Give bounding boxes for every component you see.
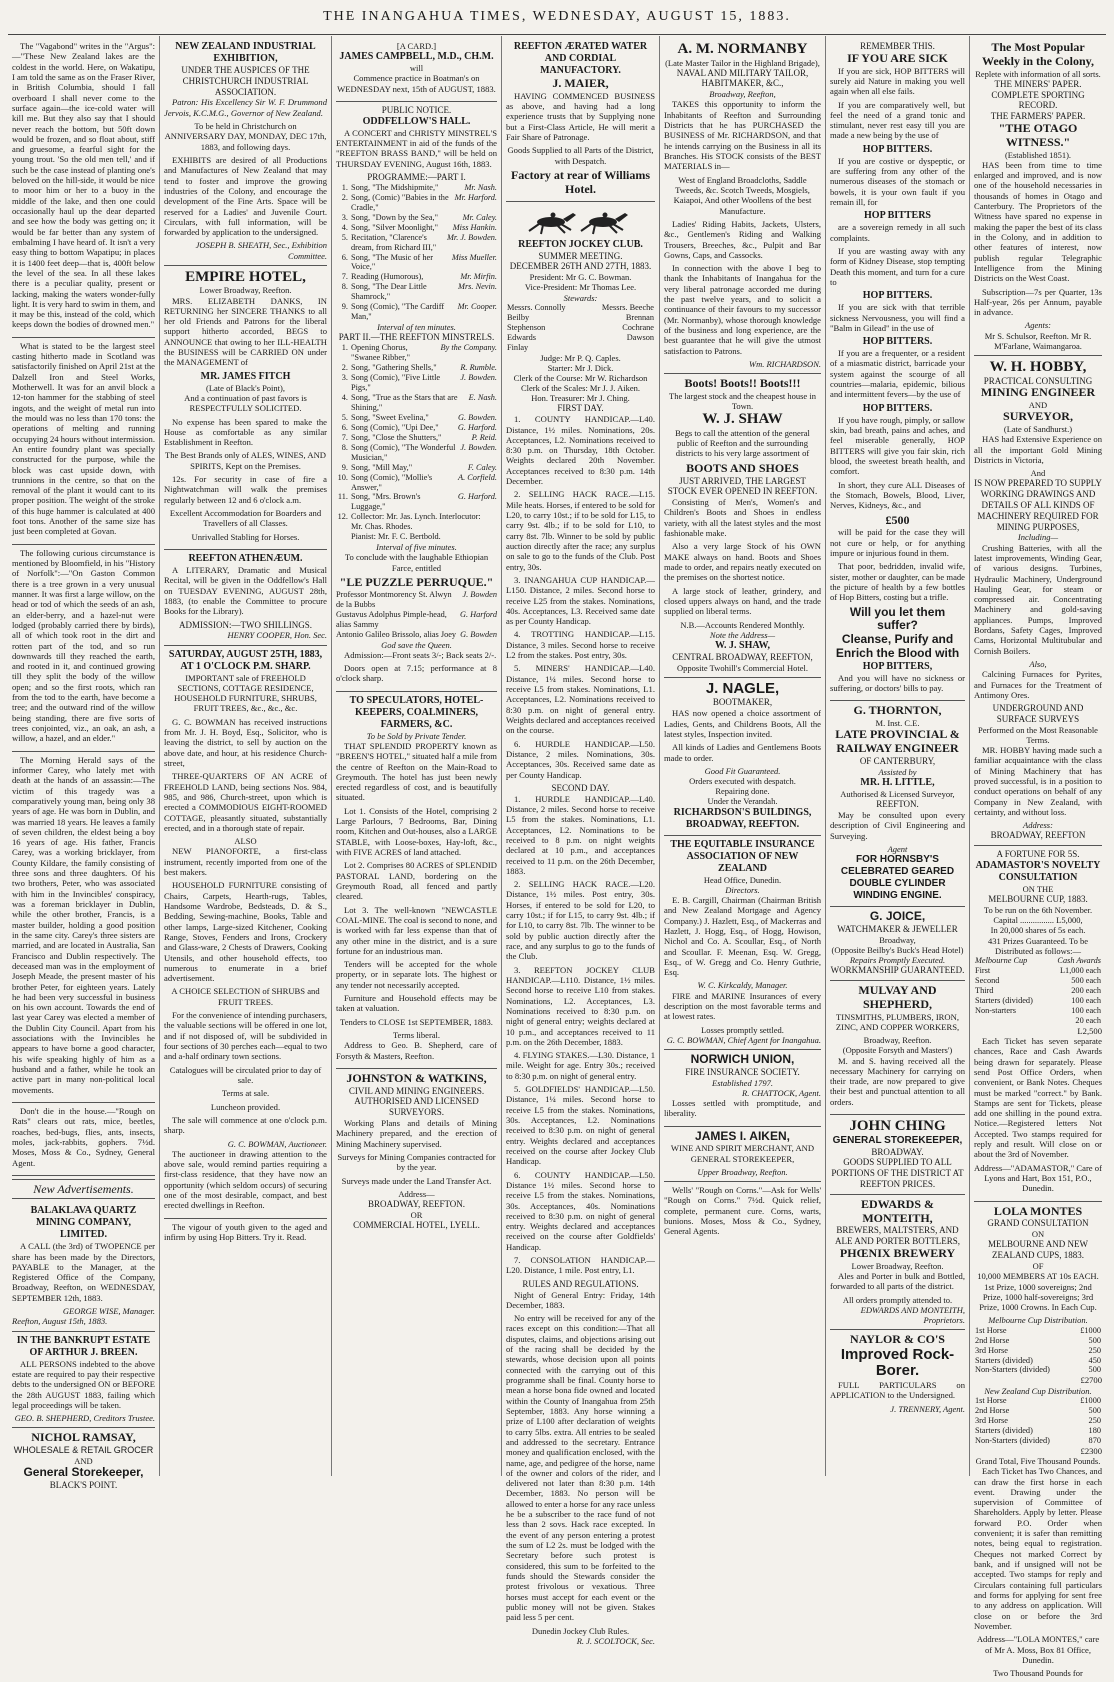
- programme-item-number: 4.: [341, 392, 348, 402]
- table-cell: 180: [1088, 1425, 1101, 1435]
- table-cell: [585, 343, 655, 353]
- table-cell: Edwards: [507, 332, 537, 342]
- cast-performer: G. Bowden: [460, 629, 497, 639]
- table-row: [506, 333, 655, 343]
- ad-adamastor: A FORTUNE FOR 5S. ADAMASTOR'S NOVELTY CONSULTATION ON THE MELBOURNE CUP, 1883. To be run on the 6th November. Capital ................ L5,000, In 20,000 shares of 5s each. 431 Prizes Guaranteed. To be Distributed as follows:— Melbourne Cup Cash Awards First L1,000 each Second 500 each Third 200 each Starters (divided) 100 each Non-starters 100 each 20 each L2,500 Each Ticket has seven separate chances, Race and Cash Awards being drawn for separately. Please send Post Office Orders, when convenient, or Bank Notes. Cheques must be marked "correct." by Bank. Stamps are sent for Tickets, please add one shilling in the pound extra. Notice.—Registered letters Not Accepted. Two stamps required for reply and result. Will close on or about the 3rd of November. Address—"ADAMASTOR," Care of Lyons and Hart, Box 151, P.O., Dunedin.: [974, 846, 1102, 1201]
- table-cell: Non-Starters (divided): [975, 1435, 1050, 1445]
- table-cell: Messrs. Beeche: [601, 302, 654, 312]
- table-row: [506, 323, 655, 333]
- programme-item-number: 8.: [341, 282, 348, 292]
- programme-item-number: 2.: [341, 192, 348, 202]
- table-cell: 500: [1088, 1405, 1101, 1415]
- cast-performer: G. Harford: [459, 609, 497, 619]
- programme-item-performer: Mr. Mirfin.: [460, 272, 497, 282]
- table-cell: Cochrane: [622, 322, 654, 332]
- programme-item-number: 7.: [341, 272, 348, 282]
- programme-item-number: 6.: [341, 422, 348, 432]
- programme-item: [336, 183, 497, 193]
- programme-part-2: [336, 343, 497, 542]
- programme-item-number: 3.: [341, 373, 348, 383]
- table-cell: 500 each: [1071, 975, 1101, 985]
- programme-item-performer: By the Company.: [440, 343, 497, 353]
- table-cell: 100 each: [1071, 995, 1101, 1005]
- programme-item: [336, 433, 497, 443]
- programme-item-performer: F. Caley.: [467, 462, 497, 472]
- ad-empire-hotel: EMPIRE HOTEL, Lower Broadway, Reefton. MRS. ELIZABETH DANKS, IN RETURNING her SINCERE THANKS to all her old Friends and Patrons for the liberal support hitherto accorded, BEGS to ANNOUNCE that owing to her ILL-HEALTH the BUSINESS will be CARRIED ON under the MANAGEMENT of MR. JAMES FITCH (Late of Black's Point), And a continuation of past favors is RESPECTFULLY SOLICITED. No expense has been spared to make the House as comfortable as any similar Establishment in Reefton. The Best Brands only of ALES, WINES, AND SPIRITS, Kept on the Premises. 12s. For security in case of fire a Nightwatchman will walk the premises regularly between 12 and 6 o'clock a.m. Excellent Accommodation for Boarders and Travellers of all Classes. Unrivalled Stabling for Horses.: [164, 266, 327, 550]
- column-5: [660, 36, 826, 1476]
- table-cell: 250: [1088, 1345, 1101, 1355]
- programme-item-song: Song, "Gathering Shells,": [351, 363, 437, 373]
- table-row: [506, 303, 655, 313]
- programme-item: [336, 492, 497, 512]
- article-vagabond: The "Vagabond" writes in the "Argus":—"These New Zealand lakes are the coldest in the world. Here, on Wakatipu, I am told the same as on the Fraser River, in British Columbia, should I fall overboard I shall never come to the surface again—the ice-cold water will kill me. But they also say that I should never reach the bottom, but 50ft down would be frozen, and so float about, stiff and gruesome, a fearful sight for the young trout. 'So the old men tell,' and if such be the case instead of planting one's beloved on the hill-side, it would be nice to moor him or her to a buoy in the middle of the lake, and then one could occasionally haul up the dear departed and see how the body was getting on; it would be far better than any system of embalming I have heard of. It isn't a very easy thing to bottom Wapatipu; in places it is 1400 feet deep—that is, 400ft below the level of the sea. In all these lakes there is a peculiar quality, present or lacking, making the waters wonder-fully light. It is very hard to swim in them, and it may be this, instead of the cold, which keeps down the bodies of drowned men.": [12, 38, 155, 338]
- programme-item-number: 1.: [341, 182, 348, 192]
- cast-item: [336, 630, 497, 640]
- table-row: [974, 1006, 1102, 1016]
- table-cell: 500: [1088, 1335, 1101, 1345]
- ad-hobby-engineer: W. H. HOBBY, PRACTICAL CONSULTING MINING ENGINEER AND SURVEYOR, (Late of Sandhurst.) HAS had Extensive Experience on all the important Gold Mining Districts in Victoria, And IS NOW PREPARED TO SUPPLY WORKING DRAWINGS AND DETAILS OF ALL KINDS OF MACHINERY REQUIRED FOR MINING PURPOSES, Including— Crushing Batteries, with all the latest improvements, Winding Gear, of various designs. Turbines, Hydraulic Machinery, Underground Hauling Gear, for steam or compressed air. Concentrating Machinery and gold-saving appliances. Pumps, Improved Bordans, Safety Cages, Improved Cams, Horizontal Multitubular and Cornish Boilers. Also, Calcining Furnaces for Pyrites, and Furnaces for the Treatment of Antimony Ores. UNDERGROUND AND SURFACE SURVEYS Performed on the Most Reasonable Terms. MR. HOBBY having made such a familiar acquaintance with the class of Mining Machinery that has proved successful, is in a position to conduct operations on behalf of any Company in New Zealand, with certainty, and without loss. Address: BROADWAY, REEFTON: [974, 356, 1102, 846]
- programme-item-number: 4.: [341, 222, 348, 232]
- race-entry: 3. INANGAHUA CUP HANDICAP.—L150. Distance, 2 miles. Second horse to receive L25 from the stakes. Nominations, 40s. Acceptances, L3. Received same date as per County Handicap.: [506, 574, 655, 627]
- table-cell: Beilby: [507, 312, 530, 322]
- ad-john-ching: JOHN CHING GENERAL STOREKEEPER, BROADWAY. GOODS SUPPLIED TO ALL PORTIONS OF THE DISTRICT AT REEFTON PRICES.: [830, 1115, 965, 1195]
- programme-item: [336, 253, 497, 273]
- programme-item: [336, 233, 497, 253]
- ad-equitable-insurance: THE EQUITABLE INSURANCE ASSOCIATION OF NEW ZEALAND Head Office, Dunedin. Directors. E. B. Cargill, Chairman (Chairman British and New Zealand Mortgage and Agency Company.) J. Hazlett, Esq., of Mackerras and Hazlett, J. Hogg, Esq., of Hogg, Howison, Nichol and Co. A. Scoullar, Esq., of North and Scoullar. F. Meenan, Esq. W. Gregg, Esq., of W. Gregg and Co. Henry Guthrie, Esq. W. C. Kirkcaldy, Manager. FIRE and MARINE Insurances of every description on the most favorable terms and at lowest rates. Losses promptly settled. G. C. BOWMAN, Chief Agent for Inangahua.: [664, 836, 821, 1050]
- programme-item: [336, 363, 497, 373]
- programme-item-song: Song (Comic), "Mollie's Answer,": [351, 472, 433, 492]
- column-4: [502, 36, 660, 1646]
- programme-item-song: Song (Comic), "Five Little Pigs,": [351, 373, 441, 392]
- table-row: [974, 1396, 1102, 1406]
- ad-normanby: A. M. NORMANBY (Late Master Tailor in the Highland Brigade), NAVAL AND MILITARY TAILOR, HABITMAKER, &C., Broadway, Reefton, TAKES this opportunity to inform the Inhabitants of Reefton and Surrounding Districts that he has PURCHASED the BUSINESS of Mr. RICHARDSON, and that he intends carrying on the Business in all its Branches. His STOCK consists of the BEST MATERIALS in— West of England Broadcloths, Saddle Tweeds, &c. Scotch Tweeds, Mosgiels, Kaiapoi, And other Woollens of the best Manufacture. Ladies' Riding Habits, Jackets, Ulsters, &c., Gentlemen's Riding and Walking Trousers, Breeches, &c., Pulpit and Bar Gowns, Caps, and Cassocks. In connection with the above I beg to thank the Inhabitants of Inangahua for the very liberal patronage accorded me during the past twelve years, and to solicit a continuance of their favours to my successor (Mr. Normanby), whose thorough knowledge of the business and long experience, are the best guarantee that he will give the utmost satisfaction to Patrons. Wm. RICHARDSON.: [664, 38, 821, 374]
- programme-item: [336, 282, 497, 302]
- ad-joice-watchmaker: G. JOICE, WATCHMAKER & JEWELLER Broadway, (Opposite Beilby's Buck's Head Hotel) Repairs Promptly Executed. WORKMANSHIP GUARANTEED.: [830, 907, 965, 981]
- table-cell: 870: [1088, 1435, 1101, 1445]
- programme-item-performer: J. Bowden.: [460, 442, 497, 452]
- table-row: [506, 343, 655, 353]
- table-row: [974, 1336, 1102, 1346]
- table-cell: Third: [975, 985, 994, 995]
- programme-item-song: Song, "True as the Stars that are Shining,": [351, 392, 458, 412]
- table-cell: 20 each: [1075, 1015, 1101, 1025]
- programme-item-song: Song (Comic), "Upi Dee,": [351, 422, 439, 432]
- programme-item-song: Song (Comic), "The Cardiff Man,": [351, 302, 445, 322]
- table-row: [974, 1326, 1102, 1336]
- cast-performer: J. Bowden: [462, 589, 497, 599]
- programme-item-number: 11.: [337, 492, 348, 502]
- programme-item: [336, 213, 497, 223]
- programme-item-song: Song, (Comic) "Babies in the Cradle,": [351, 192, 449, 212]
- programme-item-performer: Mrs. Nevin.: [458, 282, 497, 292]
- table-cell: Brennan: [625, 312, 654, 322]
- programme-item-performer: R. Rumble.: [460, 363, 497, 373]
- programme-item-performer: Mr. Nash.: [464, 182, 497, 192]
- races-first-day: [506, 414, 655, 780]
- race-entry: 1. COUNTY HANDICAP.—L40. Distance, 1½ miles. Nominations, 20s. Acceptances, L2. Nominations received to 8:30 p.m. on Thursday, 18th October. Weights declared 20th November. Acceptances received to 8:30 p.m. 14th December.: [506, 414, 655, 487]
- article-carey: The Morning Herald says of the informer Carey, who lately met with death at the hands of an assassin:—The victim of this tragedy was a comparatively young man, being only 38 years of age. He was born in Dublin, and was married 18 years. He leaves a family of seven children, the eldest being a boy 16 years of age. His father, Francis Carey, was a working bricklayer, from County Kildare, the family consisting of three sons and three daughters. Of his two brothers, Peter, who was associated with him in the Invincibles' conspiracy, was a foreman bricklayer in Dublin, while the other brother, Francis, is a master builder, holding a good position in the same city. Carey's three sisters are married, and are located in Australia, San Francisco and Dublin respectively. The deceased man was in the employment of Joseph Meade, the present master of his brother Peter, for eighteen years. Lately he had been very successful in business on his own account. Towards the end of last year Carey was elected a member of the Dublin City Council. Apart from his associations with the Invincibles he appears to have borne a good character, his wife speaking highly of him as a husband and a father, while he took an active part in many non-political local movements.: [12, 752, 155, 1103]
- programme-item: [336, 413, 497, 423]
- ad-johnston-watkins: JOHNSTON & WATKINS, CIVIL AND MINING ENGINEERS. AUTHORISED AND LICENSED SURVEYORS. Working Plans and details of Mining Machinery prepared, and the erection of Mining Machinery supervised. Surveys for Mining Companies contracted for by the year. Surveys made under the Land Transfer Act. Address— BROADWAY, REEFTON. OR COMMERCIAL HOTEL, LYELL.: [336, 1070, 497, 1231]
- programme-item-number: 6.: [341, 252, 348, 262]
- race-entry: 7. CONSOLATION HANDICAP.—L20. Distance, 1 mile. Post entry, L1.: [506, 1255, 655, 1276]
- table-cell: 250: [1088, 1415, 1101, 1425]
- table-cell: L1,000 each: [1059, 965, 1101, 975]
- table-row: [974, 1016, 1102, 1026]
- table-cell: Messrs. Connolly: [507, 302, 566, 312]
- table-cell: 3rd Horse: [975, 1345, 1008, 1355]
- table-cell: 100 each: [1071, 1005, 1101, 1015]
- ad-norwich-union: NORWICH UNION, FIRE INSURANCE SOCIETY. Established 1797. R. CHATTOCK, Agent. Losses settled with promptitude, and liberality.: [664, 1050, 821, 1127]
- table-row: [974, 1426, 1102, 1436]
- programme-item-song: Song, "Silver Moonlight,": [351, 222, 438, 232]
- race-entry: 2. SELLING HACK RACE.—L20. Distance, 1½ miles. Post entry, 30s. Horses, if entered to be sold for L20, to carry 10st.; if for L15, to carry 9st. 4lb.; if for L10, to carry 8st. 7lb. The winner to be sold by public auction directly after the race, and any surplus to go to the funds of the Club.: [506, 879, 655, 962]
- programme-item: [336, 193, 497, 213]
- programme-item-song: Song, "Close the Shutters,": [351, 432, 442, 442]
- races-second-day: [506, 794, 655, 1276]
- ad-mulvay-shepherd: MULVAY AND SHEPHERD, TINSMITHS, PLUMBERS, IRON, ZINC, AND COPPER WORKERS, Broadway, Reefton. (Opposite Forsyth and Masters') M. and S. having received all the necessary Machinery for carrying on their trade, are now prepared to give their best and punctual attention to all orders.: [830, 981, 965, 1115]
- adamastor-prize-table: [974, 956, 1102, 1026]
- ad-hop-bitters-vigour: The vigour of youth given to the aged and infirm by using Hop Bitters. Try it. Read.: [164, 1221, 327, 1242]
- table-cell: Non-starters: [975, 1005, 1017, 1015]
- race-entry: 1. HURDLE HANDICAP.—L40. Distance, 2 miles. Second horse to receive L5 from the stakes. Nominations, L1. Acceptances, L2. Nominations to be received to 8 p.m. on night weights declared at 10 p.m., and acceptances received to 11 p.m. on the 26th December, 1883.: [506, 793, 655, 876]
- column-7: [970, 36, 1106, 1679]
- table-cell: Non-Starters (divided): [975, 1365, 1050, 1375]
- race-entry: 4. TROTTING HANDICAP.—L15. Distance, 3 miles. Second horse to receive L2 from the stakes. Post entry, 30s.: [506, 629, 655, 661]
- programme-item-song: Song, "The Midshipmite,": [351, 182, 439, 192]
- table-row: [974, 1406, 1102, 1416]
- cast-item: [336, 610, 497, 630]
- ad-rough-on-corns: Wells' "Rough on Corns."—Ask for Wells' "Rough on Corns." 7½d. Quick relief, complete, permanent cure. Corns, warts, bunions. Moses, Moss & Co., Sydney, General Agents.: [664, 1185, 821, 1237]
- column-2: [160, 36, 332, 1476]
- programme-item-song: Song, "The Dear Little Shamrock,": [351, 282, 427, 302]
- table-row: [974, 1365, 1102, 1375]
- table-row: [974, 1416, 1102, 1426]
- table-cell: 1st Horse: [975, 1395, 1007, 1405]
- programme-item-number: 5.: [341, 412, 348, 422]
- programme-item-performer: Mr. Harford.: [454, 192, 497, 202]
- table-cell: 1st Horse: [975, 1325, 1007, 1335]
- table-cell: 500: [1088, 1365, 1101, 1375]
- ad-nz-exhibition: NEW ZEALAND INDUSTRIAL EXHIBITION, UNDER THE AUSPICES OF THE CHRISTCHURCH INDUSTRIAL ASSOCIATION. Patron: His Excellency Sir W. F. Drummond Jervois, K.C.M.G., Governor of New Zealand. To be held in Christchurch on ANNIVERSARY DAY, MONDAY, DEC 17th, 1883, and following days. EXHIBITS are desired of all Productions and Manufactures of New Zealand that may tend to foster and improve the growing industries of the Colony, and encourage the development of the Fine Arts. Space will be reserved for a Ladies' and Juvenile Court. Circulars, with full information, will be forwarded by application to the undersigned. JOSEPH B. SHEATH, Sec., Exhibition Committee.: [164, 38, 327, 266]
- table-row: [974, 1356, 1102, 1366]
- article-willow-tree: The following curious circumstance is mentioned by Bloomfield, in his "History of Norfolk":—"On Gaston Common there is a tree grown in a very unusual manner. It was first a large willow, on the head or tod of which the seeds of an ash, an elder-berry, and a hazel-nut were lodged (probably carried there by birds), all of which took root in the dirt and rotten part of the tod, and so run downwards till they reached the earth, and rooted in it, and continued growing till they split the body of the willow open; and so the first roots, which ran from the tod to the earth, have become a tree; and the outward rind of the willow being standing, there are five sorts of trees conjointed, viz., an oak, an ash, a willow, a hazel, and an elder.": [12, 545, 155, 752]
- table-header: Melbourne Cup: [975, 955, 1028, 965]
- ad-jockey-club: REEFTON JOCKEY CLUB. SUMMER MEETING. DECEMBER 26TH AND 27TH, 1883. President: Mr G. C. Bowman. Vice-President: Mr Thomas Lee. Stewards: Messrs. Connolly Messrs. Beeche Beilby Brennan Stephenson Cochrane Edwards Dawson Finlay Judge: Mr P. Q. Caples. Starter: Mr J. Dick. Clerk of the Course: Mr W. Richardson Clerk of the Scales: Mr J. J. Aiken. Hon. Treasurer: Mr J. Ching. FIRST DAY. 1. COUNTY HANDICAP.—L40. Distance, 1½ miles. Nominations, 20s. Acceptances, L2. Nominations received to 8:30 p.m. on Thursday, 18th October. Weights declared 20th November. Acceptances received to 8:30 p.m. 14th December. 2. SELLING HACK RACE.—L15. Mile heats. Horses, if entered to be sold for L20, to carry 10st.; if to be sold for L15, to carry 9st. 4lb.; if to be sold for L10, to carry 8st. 7lb. Winner to be sold by public auction directly after the race; any surplus on sale to go to the funds of the Club. Post entry, 30s. 3. INANGAHUA CUP HANDICAP.—L150. Distance, 2 miles. Second horse to receive L25 from the stakes. Nominations, 40s. Acceptances, L3. Received same date as per County Handicap. 4. TROTTING HANDICAP.—L15. Distance, 3 miles. Second horse to receive L2 from the stakes. Post entry, 30s. 5. MINERS' HANDICAP.—L40. Distance, 1¼ miles. Second horse to receive L5 from stakes. Nominations, L1. Acceptances, L2. Nominations received to 8:30 p.m. on night of general entry. Weights declared and acceptances received on the course. 6. HURDLE HANDICAP.—L50. Distance, 2 miles. Nominations, 30s. Acceptances, 30s. Received same date as per County Handicap. SECOND DAY. 1. HURDLE HANDICAP.—L40. Distance, 2 miles. Second horse to receive L5 from the stakes. Nominations, L1. Acceptances, L2. Nominations to be received to 8 p.m. on night weights declared at 10 p.m., and acceptances received to 11 p.m. on the 26th December, 1883. 2. SELLING HACK RACE.—L20. Distance, 1½ miles. Post entry, 30s. Horses, if entered to be sold for L20, to carry 10st.; if for L15, to carry 9st. 4lb.; if for L10, to carry 8st. 7lb. The winner to be sold by public auction directly after the race, and any surplus to go to the funds of the Club. 3. REEFTON JOCKEY CLUB HANDICAP.—L110. Distance, 1½ miles. Second horse to receive L10 from stakes. Nominations, L2. Acceptances, L3. Nominations received to 8:30 p.m. on night of general entry; weights declared at 10 p.m., and acceptances received to 11 p.m. on the 26th December, 1883. 4. FLYING STAKES.—L30. Distance, 1 mile. Weight for age. Entry 30s.; received to 8:30 p.m. on night of general entry. 5. GOLDFIELDS' HANDICAP.—L50. Distance, 1¼ miles. Second horse to receive L5 from the stakes. Nominations, 30s. Acceptances, L2. Nominations received to 8:30 p.m. on night of general entry. Weights declared and acceptances received on the course after Jockey Club Handicap. 6. COUNTY HANDICAP.—L50. Distance 1½ miles. Second horse to receive L5 from the stakes. Nominations, 30s. Acceptances, 40s. Nominations received to 8:30 p.m. on night of general entry. Weights declared and acceptances received on the course after Goldfields' Handicap. 7. CONSOLATION HANDICAP.—L20. Distance, 1 mile. Post entry, L1. RULES AND REGULATIONS. Night of General Entry: Friday, 14th December, 1883. No entry will be received for any of the races except on this condition:—That all disputes, claims, and objections arising out of the racing shall be decided by the stewards, whose decision upon all points connected with the carrying out of this programme shall be final. County horse to mean a horse bona fide owned and located within the County of Inangahua from 25th September, 1883. Any horse winning a prize of L100 after declaration of weights to carry 5lbs. extra. All entries to be sealed and addressed to the secretary. Entrance money and qualification enclosed, with the name, age, and pedigree of the horse, name of the owner and colors of the rider, and delivered not later than 8:30 p.m. 14th December, 1883. No person will be allowed to enter a horse for any race unless he be a subscriber to the race fund of not less than 2 sovs. Hack race excepted. In the event of any person entering a protest the sum of L2 2s. must be lodged with the Secretary before such protest is considered, this sum to be forfeited to the funds should the Stewards consider the protest frivolous or vexatious. Three horses must accept for each event or the public money will not be given. Stakes paid less 5 per cent. Dunedin Jockey Club Rules. R. J. SCOLTOCK, Sec.: [506, 202, 655, 1650]
- programme-part-1: [336, 183, 497, 322]
- programme-item: [336, 532, 497, 542]
- table-cell: First: [975, 965, 991, 975]
- ad-edwards-monteith: EDWARDS & MONTEITH, BREWERS, MALTSTERS, AND ALE AND PORTER BOTTLERS, PHŒNIX BREWERY Lower Broadway, Reefton. Ales and Porter in bulk and Bottled, forwarded to all parts of the district. All orders promptly attended to. EDWARDS AND MONTEITH, Proprietors.: [830, 1195, 965, 1330]
- table-cell: 3rd Horse: [975, 1415, 1008, 1425]
- programme-item-number: 2.: [341, 363, 348, 373]
- programme-item-performer: P. Reid.: [471, 432, 497, 442]
- ad-shaw-boots: Boots! Boots!! Boots!!! The largest stock and the cheapest house in Town. W. J. SHAW Begs to call the attention of the general public of Reefton and the surrounding districts to his very large assortment of BOOTS AND SHOES JUST ARRIVED, THE LARGEST STOCK EVER OPENED IN REEFTON. Consisting of Men's, Women's and Children's Boots and Shoes in endless variety, with all the latest styles and the most fashionable make. Also a very large Stock of his OWN MAKE always on hand. Boots and Shoes made to order, and repairs neatly executed on the premises on the shortest notice. A large stock of leather, grindery, and closed uppers always on hand, and the trade supplied on liberal terms. N.B.—Accounts Rendered Monthly. Note the Address— W. J. SHAW, CENTRAL BROADWAY, REEFTON, Opposite Twohill's Commercial Hotel.: [664, 374, 821, 678]
- new-advertisements-heading: New Advertisements.: [12, 1179, 155, 1199]
- farce-cast: [336, 590, 497, 640]
- cast-role: Professor Montmorency St. Alwyn de la Bubbs: [336, 589, 452, 609]
- table-row: [974, 996, 1102, 1006]
- table-cell: £1000: [1080, 1325, 1101, 1335]
- table-cell: 450: [1088, 1355, 1101, 1365]
- programme-item-performer: G. Harford.: [457, 422, 497, 432]
- ad-otago-witness: The Most Popular Weekly in the Colony, Replete with information of all sorts. THE MINERS' PAPER. COMPLETE SPORTING RECORD. THE FARMERS' PAPER. "THE OTAGO WITNESS." (Established 1851). HAS been from time to time enlarged and improved, and is now one of the household necessaries in thousands of homes in Otago and Canterbury. The Proprietors of the Witness have spared no expense in making the paper the best of its class in the Colony, and in addition to other features of interest, now publish regular Telegraphic Intelligence from the Mining Districts on the West Coast. Subscription—7s per Quarter, 13s Half-year, 26s per Annum, payable in advance. Agents: Mr S. Schulsor, Reefton. Mr R. M'Farlane, Waimangaroa.: [974, 38, 1102, 356]
- programme-item-number: 9.: [341, 302, 348, 312]
- ad-breens-hotel: TO SPECULATORS, HOTEL-KEEPERS, COALMINERS, FARMERS, &C. To be Sold by Private Tender. THAT SPLENDID PROPERTY known as "BREEN'S HOTEL," situated half a mile from the centre of Reefton on the Main-Road to Greymouth. The hotel has just been newly erected regardless of cost, and is beautifully situated. Lot 1. Consists of the Hotel, comprising 2 Large Parlours, 7 Bedrooms, Bar, Dining room, Kitchen and Out-houses, also a LARGE STABLE, with Loose-boxes, Hay-loft, &c., with FIVE ACRES of land attached. Lot 2. Comprises 80 ACRES of SPLENDID PASTORAL LAND, bordering on the Greymouth Road, all fenced and partly cleared. Lot 3. The well-known "NEWCASTLE COAL-MINE. The coal is second to none, and is worked with far less expense than that of any other mine in the district, and is a sure fortune for an industrious man. Tenders will be accepted for the whole property, or in separate lots. The highest or any tender not necessarily accepted. Furniture and Household effects may be taken at valuation. Tenders to CLOSE 1st SEPTEMBER, 1883. Terms liberal. Address to Geo. B. Shepherd, care of Forsyth & Masters, Reefton.: [336, 692, 497, 1069]
- article-steel-casting: What is stated to be the largest steel casting hitherto made in Scotland was satisfactorily finished on April 21st at the Dalzell Iron and Steel Works, Motherwell. It was for an anvil block a 12-ton hammer for the stabbing of steel ingots, and the weight of metal run into the mould was no less than 170 tons: the operations of melting and running occupying 24 hours without intermission. An entire foundry plant was specially constructed for the purpose, while the block was cast upside down, with trunnions in the centre, so that on the removal of the plant it would cant to its proper position. The weight of the stroke of this huge hammer is calculated at 400 foot tons. Another of the same size has just been completed at Govan.: [12, 338, 155, 545]
- programme-item: [336, 443, 497, 463]
- race-entry: 5. MINERS' HANDICAP.—L40. Distance, 1¼ miles. Second horse to receive L5 from stakes. Nominations, L1. Acceptances, L2. Nominations received to 8:30 p.m. on night of general entry. Weights declared and acceptances received on the course.: [506, 663, 655, 736]
- programme-item-number: 10.: [337, 472, 348, 482]
- ad-nichol-ramsay: NICHOL RAMSAY, WHOLESALE & RETAIL GROCER AND General Storekeeper, BLACK'S POINT.: [13, 1430, 154, 1490]
- table-row: [506, 313, 655, 323]
- race-entry: 5. GOLDFIELDS' HANDICAP.—L50. Distance, 1¼ miles. Second horse to receive L5 from the stakes. Nominations, 30s. Acceptances, L2. Nominations received to 8:30 p.m. on night of general entry. Weights declared and acceptances received on the course after Jockey Club Handicap.: [506, 1084, 655, 1167]
- table-row: [974, 966, 1102, 976]
- programme-item-number: 5.: [341, 232, 348, 242]
- cast-item: [336, 590, 497, 610]
- ad-campbell-card: [A CARD.] JAMES CAMPBELL, M.D., CH.M. will Commence practice in Boatman's on WEDNESDAY next, 15th of AUGUST, 1883.: [336, 38, 497, 102]
- ad-rough-on-rats: Don't die in the house.—"Rough on Rats" clears out rats, mice, beetles, roaches, bed-bugs, flies, ants, insects, moles, jack-rabbits, gophers. 7½d. Moses, Moss & Co., Sydney, General Agent.: [12, 1103, 155, 1176]
- column-1: [8, 36, 160, 1490]
- table-cell: 2nd Horse: [975, 1405, 1010, 1415]
- racehorse-icon: [521, 209, 641, 235]
- table-cell: [974, 1016, 1047, 1026]
- ad-bankrupt-estate: IN THE BANKRUPT ESTATE OF ARTHUR J. BREEN. ALL PERSONS indebted to the above estate are required to pay their respective debts to the undersigned ON or BEFORE the 28th AUGUST 1883, failing which legal proceedings will be taken. GEO. B. SHEPHERD, Creditors Trustee.: [12, 1332, 155, 1429]
- programme-item: [336, 512, 497, 532]
- programme-item: [336, 393, 497, 413]
- ad-hop-bitters: REMEMBER THIS. IF YOU ARE SICK If you are sick, HOP BITTERS will surely aid Nature in making you well again when all else fails. If you are comparatively well, but feel the need of a grand tonic and stimulant, never rest easy till you are made a new being by the use of HOP BITTERS. If you are costive or dyspeptic, or are suffering from any other of the numerous diseases of the stomach or bowels, it is your own fault if you remain ill, for HOP BITTERS are a sovereign remedy in all such complaints. If you are wasting away with any form of Kidney Disease, stop tempting Death this moment, and turn for a cure to HOP BITTERS. If you are sick with that terrible sickness Nervousness, you will find a "Balm in Gilead" in the use of HOP BITTERS. If you are a frequenter, or a resident of a miasmatic district, barricade your system against the scourge of all countries—malaria, epidemic, bilious and intermittent fevers—by the use of HOP BITTERS. If you have rough, pimply, or sallow skin, bad breath, pains and aches, and feel miserable generally, HOP BITTERS will give you fair skin, rich blood, the sweetest breath health, and comfort. In short, they cure ALL Diseases of the Stomach, Bowels, Blood, Liver, Nerves, Kidneys, &c., and £500 will be paid for the case they will not cure or help, or for anything impure or injurious found in them. That poor, bedridden, invalid wife, sister, mother or daughter, can be made the picture of health by a few bottles of Hop Bitters, costing but a trifle. Will you let them suffer? Cleanse, Purify and Enrich the Blood with HOP BITTERS, And you will have no sickness or suffering, or doctors' bills to pay.: [830, 38, 965, 701]
- programme-item-song: Song, "Mill May,": [351, 462, 413, 472]
- programme-item-song: Reading (Humorous),: [351, 272, 424, 282]
- column-3: [332, 36, 502, 1476]
- ad-oddfellows-concert: PUBLIC NOTICE. ODDFELLOW'S HALL. A CONCERT and CHRISTY MINSTREL'S ENTERTAINMENT in aid of the funds of the "REEFTON BRASS BAND," will be held on THURSDAY EVENING, August 16th, 1883. PROGRAMME:—PART I. 1. Song, "The Midshipmite," Mr. Nash. 2. Song, (Comic) "Babies in the Cradle," Mr. Harford. 3. Song, "Down by the Sea," Mr. Caley. 4. Song, "Silver Moonlight," Miss Hankin. 5. Recitation, "Clarence's dream, from Richard III," Mr. J. Bowden. 6. Song, "The Music of her Voice," Miss Mueller. 7. Reading (Humorous), Mr. Mirfin. 8. Song, "The Dear Little Shamrock," Mrs. Nevin. 9. Song (Comic), "The Cardiff Man," Mr. Cooper. Interval of ten minutes. PART II.—THE REEFTON MINSTRELS. 1. Opening Chorus, "Swanee Ribber," By the Company. 2. Song, "Gathering Shells," R. Rumble. 3. Song (Comic), "Five Little Pigs," J. Bowden. 4. Song, "True as the Stars that are Shining," E. Nash. 5. Song, "Sweet Evelina," G. Bowden. 6. Song (Comic), "Upi Dee," G. Harford. 7. Song, "Close the Shutters," P. Reid. 8. Song (Comic), "The Wonderful Musician," J. Bowden. 9. Song, "Mill May," F. Caley. 10. Song (Comic), "Mollie's Answer," A. Corfield. 11. Song, "Mrs. Brown's Luggage," G. Harford. 12. Collector: Mr. Jas. Lynch. Interlocutor: Mr. Chas. Rhodes. Pianist: Mr. F. C. Bertbold. Interval of five minutes. To conclude with the laughable Ethiopian Farce, entitled "LE PUZZLE PERRUQUE." Professor Montmorency St. Alwyn de la Bubbs J. Bowden Gustavus Adolphus Pimple-head, alias Sammy G. Harford Antonio Galileo Brissolo, alias Joey G. Bowden God save the Queen. Admission:—Front seats 3/-; Back seats 2/-. Doors open at 7.15; performance at 8 o'clock sharp.: [336, 102, 497, 692]
- programme-item-song: Pianist: Mr. F. C. Bertbold.: [351, 532, 441, 542]
- programme-item-number: 9.: [341, 462, 348, 472]
- cast-role: Antonio Galileo Brissolo, alias Joey: [336, 629, 457, 639]
- table-cell: Stephenson: [507, 322, 546, 332]
- programme-item-song: Song, "Mrs. Brown's Luggage,": [351, 492, 421, 512]
- programme-item-number: 7.: [341, 432, 348, 442]
- programme-item-song: Recitation, "Clarence's dream, from Richard III,": [351, 232, 437, 252]
- programme-item-performer: Miss Mueller.: [451, 252, 497, 262]
- table-cell: 200 each: [1071, 985, 1101, 995]
- programme-item: [336, 373, 497, 393]
- programme-item-performer: G. Harford.: [457, 492, 497, 502]
- programme-item-performer: A. Corfield.: [458, 472, 497, 482]
- racehorse-illustration: [506, 209, 655, 235]
- programme-item-song: Opening Chorus, "Swanee Ribber,": [351, 343, 410, 363]
- programme-item-number: 3.: [341, 212, 348, 222]
- masthead: THE INANGAHUA TIMES, WEDNESDAY, AUGUST 15, 1883.: [8, 0, 1106, 35]
- cast-role: Gustavus Adolphus Pimple-head, alias Sammy: [336, 609, 447, 629]
- nz-cup-distribution: [974, 1396, 1102, 1446]
- ad-aiken: JAMES I. AIKEN, WINE AND SPIRIT MERCHANT, AND GENERAL STOREKEEPER, Upper Broadway, Reefton.: [664, 1127, 821, 1183]
- programme-item-performer: Miss Hankin.: [452, 222, 497, 232]
- table-cell: Dawson: [626, 332, 654, 342]
- table-cell: Starters (divided): [975, 995, 1033, 1005]
- ad-naylor-rock-borer: NAYLOR & CO'S Improved Rock-Borer. FULL PARTICULARS on APPLICATION to the Undersigned. J. TRENNERY, Agent.: [830, 1332, 965, 1414]
- programme-item-number: [336, 532, 348, 542]
- programme-item-performer: Mr. J. Bowden.: [446, 232, 497, 242]
- table-row: [974, 986, 1102, 996]
- programme-item-performer: J. Bowden.: [460, 373, 497, 383]
- columns: [8, 36, 1106, 1679]
- programme-item-song: Song (Comic), "The Wonderful Musician,": [351, 442, 456, 462]
- ad-bowman-sale: SATURDAY, AUGUST 25TH, 1883, AT 1 O'CLOCK P.M. SHARP. IMPORTANT sale of FREEHOLD SECTIONS, COTTAGE RESIDENCE, HOUSEHOLD FURNITURE, SHRUBS, FRUIT TREES, &c., &c., &c. G. C. BOWMAN has received instructions from Mr. J. H. Boyd, Esq., Solicitor, who is leaving the district, to sell by auction on the above date, and hour, at his residence Church-street, THREE-QUARTERS OF AN ACRE of FREEHOLD LAND, being sections Nos. 984, 985, and 986, Church-street, upon which is erected a COMMODIOUS EIGHT-ROOMED COTTAGE, pleasantly situated, substantially erected, and in a thorough state of repair. ALSO NEW PIANOFORTE, a first-class instrument, recently imported from one of the best makers. HOUSEHOLD FURNITURE consisting of Chairs, Carpets, Hearth-rugs, Tables, Handsome Wardrobe, Bedsteads, D. & S., Bedding, Sewing-machine, Books, Table and other lamps, Large-sized Kitchener, Cooking Range, Stoves, Fenders and Irons, Crockery and Glass-ware, 2 Chests of Drawers, Cooking Utensils, and other household effects, too numerous to enumerate in a brief advertisement. A CHOICE SELECTION of SHRUBS and FRUIT TREES. For the convenience of intending purchasers, the valuable sections will be offered in one lot, and if not disposed of, will be subdivided in four sections of 30 perches each—equal to two and a-half ordinary town sections. Catalogues will be circulated prior to day of sale. Terms at sale. Luncheon provided. The sale will commence at one o'clock p.m. sharp. G. C. BOWMAN, Auctioneer. The auctioneer in drawing attention to the above sale, would remind parties requiring a first-class residence, that they have now an opportunity (which seldom occurs) of securing one of the most desirable, compact, and best erected dwellings in Reefton.: [164, 646, 327, 1219]
- programme-item-performer: Mr. Caley.: [462, 212, 497, 222]
- programme-item: [336, 423, 497, 433]
- programme-item-performer: G. Bowden.: [458, 412, 497, 422]
- programme-item: [336, 272, 497, 282]
- race-entry: 3. REEFTON JOCKEY CLUB HANDICAP.—L110. Distance, 1½ miles. Second horse to receive L10 from stakes. Nominations, L2. Acceptances, L3. Nominations received to 8:30 p.m. on night of general entry; weights declared at 10 p.m., and acceptances received to 11 p.m. on the 26th December, 1883.: [506, 964, 655, 1047]
- melbourne-cup-distribution: [974, 1326, 1102, 1376]
- table-row: [974, 976, 1102, 986]
- programme-item-song: Song, "Sweet Evelina,": [351, 412, 429, 422]
- ad-thornton: G. THORNTON, M. Inst. C.E. LATE PROVINCIAL & RAILWAY ENGINEER OF CANTERBURY, Assisted by MR. H. LITTLE, Authorised & Licensed Surveyor, REEFTON. May be consulted upon every description of Civil Engineering and Surveying. Agent FOR HORNSBY'S CELEBRATED GEARED DOUBLE CYLINDER WINDING ENGINE.: [830, 701, 965, 907]
- column-6: [826, 36, 970, 1476]
- programme-item-number: 1.: [341, 343, 348, 353]
- table-cell: 2nd Horse: [975, 1335, 1010, 1345]
- race-entry: 4. FLYING STAKES.—L30. Distance, 1 mile. Weight for age. Entry 30s.; received to 8:30 p.m. on night of general entry.: [506, 1050, 655, 1081]
- stewards-table: [506, 303, 655, 353]
- ad-lola-montes: LOLA MONTES GRAND CONSULTATION ON MELBOURNE AND NEW ZEALAND CUPS, 1883. OF 10,000 MEMBERS AT 10s EACH. 1st Prize, 1000 sovereigns; 2nd Prize, 1000 half-sovereigns; 3rd Prize, 1000 Crowns. In Each Cup. Melbourne Cup Distribution. 1st Horse £1000 2nd Horse 500 3rd Horse 250 Starters (divided) 450 Non-Starters (divided) 500 £2700 New Zealand Cup Distribution. 1st Horse £1000 2nd Horse 500 3rd Horse 250 Starters (divided) 180 Non-Starters (divided) 870 £2300 Grand Total, Five Thousand Pounds. Each Ticket has Two Chances, and can draw the first horse in each event. Drawing under the supervision of Committee of Shareholders. Apply by letter. Please forward P.O. Order when convenient; it is safer than remitting notes, being equal to registration. Cheques not marked Correct by bank, and if unsigned will not be accepted. Two stamps for reply and Circulars containing full particulars and forms for applying for sent free to any address on application. Will close on or before the 3rd November. Address—"LOLA MONTES," care of Mr A. Moss, Box 81 Office, Dunedin. Two Thousand Pounds for: [974, 1203, 1102, 1679]
- table-cell: Starters (divided): [975, 1425, 1033, 1435]
- programme-item-song: Song, "The Music of her Voice,": [351, 252, 433, 272]
- programme-item-number: 12.: [337, 512, 348, 522]
- programme-item-song: Collector: Mr. Jas. Lynch. Interlocutor: Mr. Chas. Rhodes.: [351, 512, 481, 532]
- race-entry: 6. HURDLE HANDICAP.—L50. Distance, 2 miles. Nominations, 30s. Acceptances, 30s. Received same date as per County Handicap.: [506, 738, 655, 780]
- table-header: Cash Awards: [1057, 955, 1101, 965]
- programme-item-performer: E. Nash.: [468, 392, 497, 402]
- programme-item: [336, 473, 497, 493]
- table-row: [974, 1346, 1102, 1356]
- programme-item-song: Song, "Down by the Sea,": [351, 212, 438, 222]
- ad-aerated-water: REEFTON ÆRATED WATER AND CORDIAL MANUFACTORY. J. MAIER, HAVING COMMENCED BUSINESS as above, and having had a long experience trusts that by Supplying none but a First-Class Article, He will merit a Fair Share of Patronage. Goods Supplied to all Parts of the District, with Despatch. Factory at rear of Williams Hotel.: [506, 38, 655, 202]
- table-cell: £1000: [1080, 1395, 1101, 1405]
- ad-balaklava: BALAKLAVA QUARTZ MINING COMPANY, LIMITED. A CALL (the 3rd) of TWOPENCE per share has been made by the Directors, PAYABLE to the Manager, at the Registered Office of the Company, Broadway, Reefton, on WEDNESDAY, SEPTEMBER 12th, 1883. GEORGE WISE, Manager. Reefton, August 15th, 1883.: [12, 1202, 155, 1331]
- table-cell: Second: [975, 975, 1000, 985]
- programme-item-performer: Mr. Cooper.: [457, 302, 497, 312]
- ad-reefton-athenaeum: REEFTON ATHENÆUM. A LITERARY, Dramatic and Musical Recital, will be given in the Oddfellow's Hall on TUESDAY EVENING, AUGUST 28th, 1883, (to enable the Committee to procure Books for the Library). ADMISSION:—TWO SHILLINGS. HENRY COOPER, Hon. Sec.: [164, 550, 327, 646]
- programme-item-number: 8.: [341, 442, 348, 452]
- table-cell: Finlay: [507, 342, 529, 352]
- programme-item: [336, 302, 497, 322]
- table-cell: Starters (divided): [975, 1355, 1033, 1365]
- race-entry: 2. SELLING HACK RACE.—L15. Mile heats. Horses, if entered to be sold for L20, to carry 10st.; if to be sold for L15, to carry 9st. 4lb.; if to be sold for L10, to carry 8st. 7lb. Winner to be sold by public auction directly after the race; any surplus on sale to go to the funds of the Club. Post entry, 30s.: [506, 489, 655, 572]
- programme-item: [336, 463, 497, 473]
- table-row: [974, 1436, 1102, 1446]
- programme-item: [336, 343, 497, 363]
- ad-nagle-bootmaker: J. NAGLE, BOOTMAKER, HAS now opened a choice assortment of Ladies, Gents, and Childrens Boots, All the latest styles, Inspection invited. All kinds of Ladies and Gentlemens Boots made to order. Good Fit Guaranteed. Orders executed with despatch. Repairing done. Under the Verandah. RICHARDSON'S BUILDINGS, BROADWAY, REEFTON.: [664, 678, 821, 836]
- programme-item: [336, 223, 497, 233]
- race-entry: 6. COUNTY HANDICAP.—L50. Distance 1½ miles. Second horse to receive L5 from the stakes. Nominations, 30s. Acceptances, 40s. Nominations received to 8:30 p.m. on night of general entry. Weights declared and acceptances received on the course after Goldfields' Handicap.: [506, 1169, 655, 1252]
